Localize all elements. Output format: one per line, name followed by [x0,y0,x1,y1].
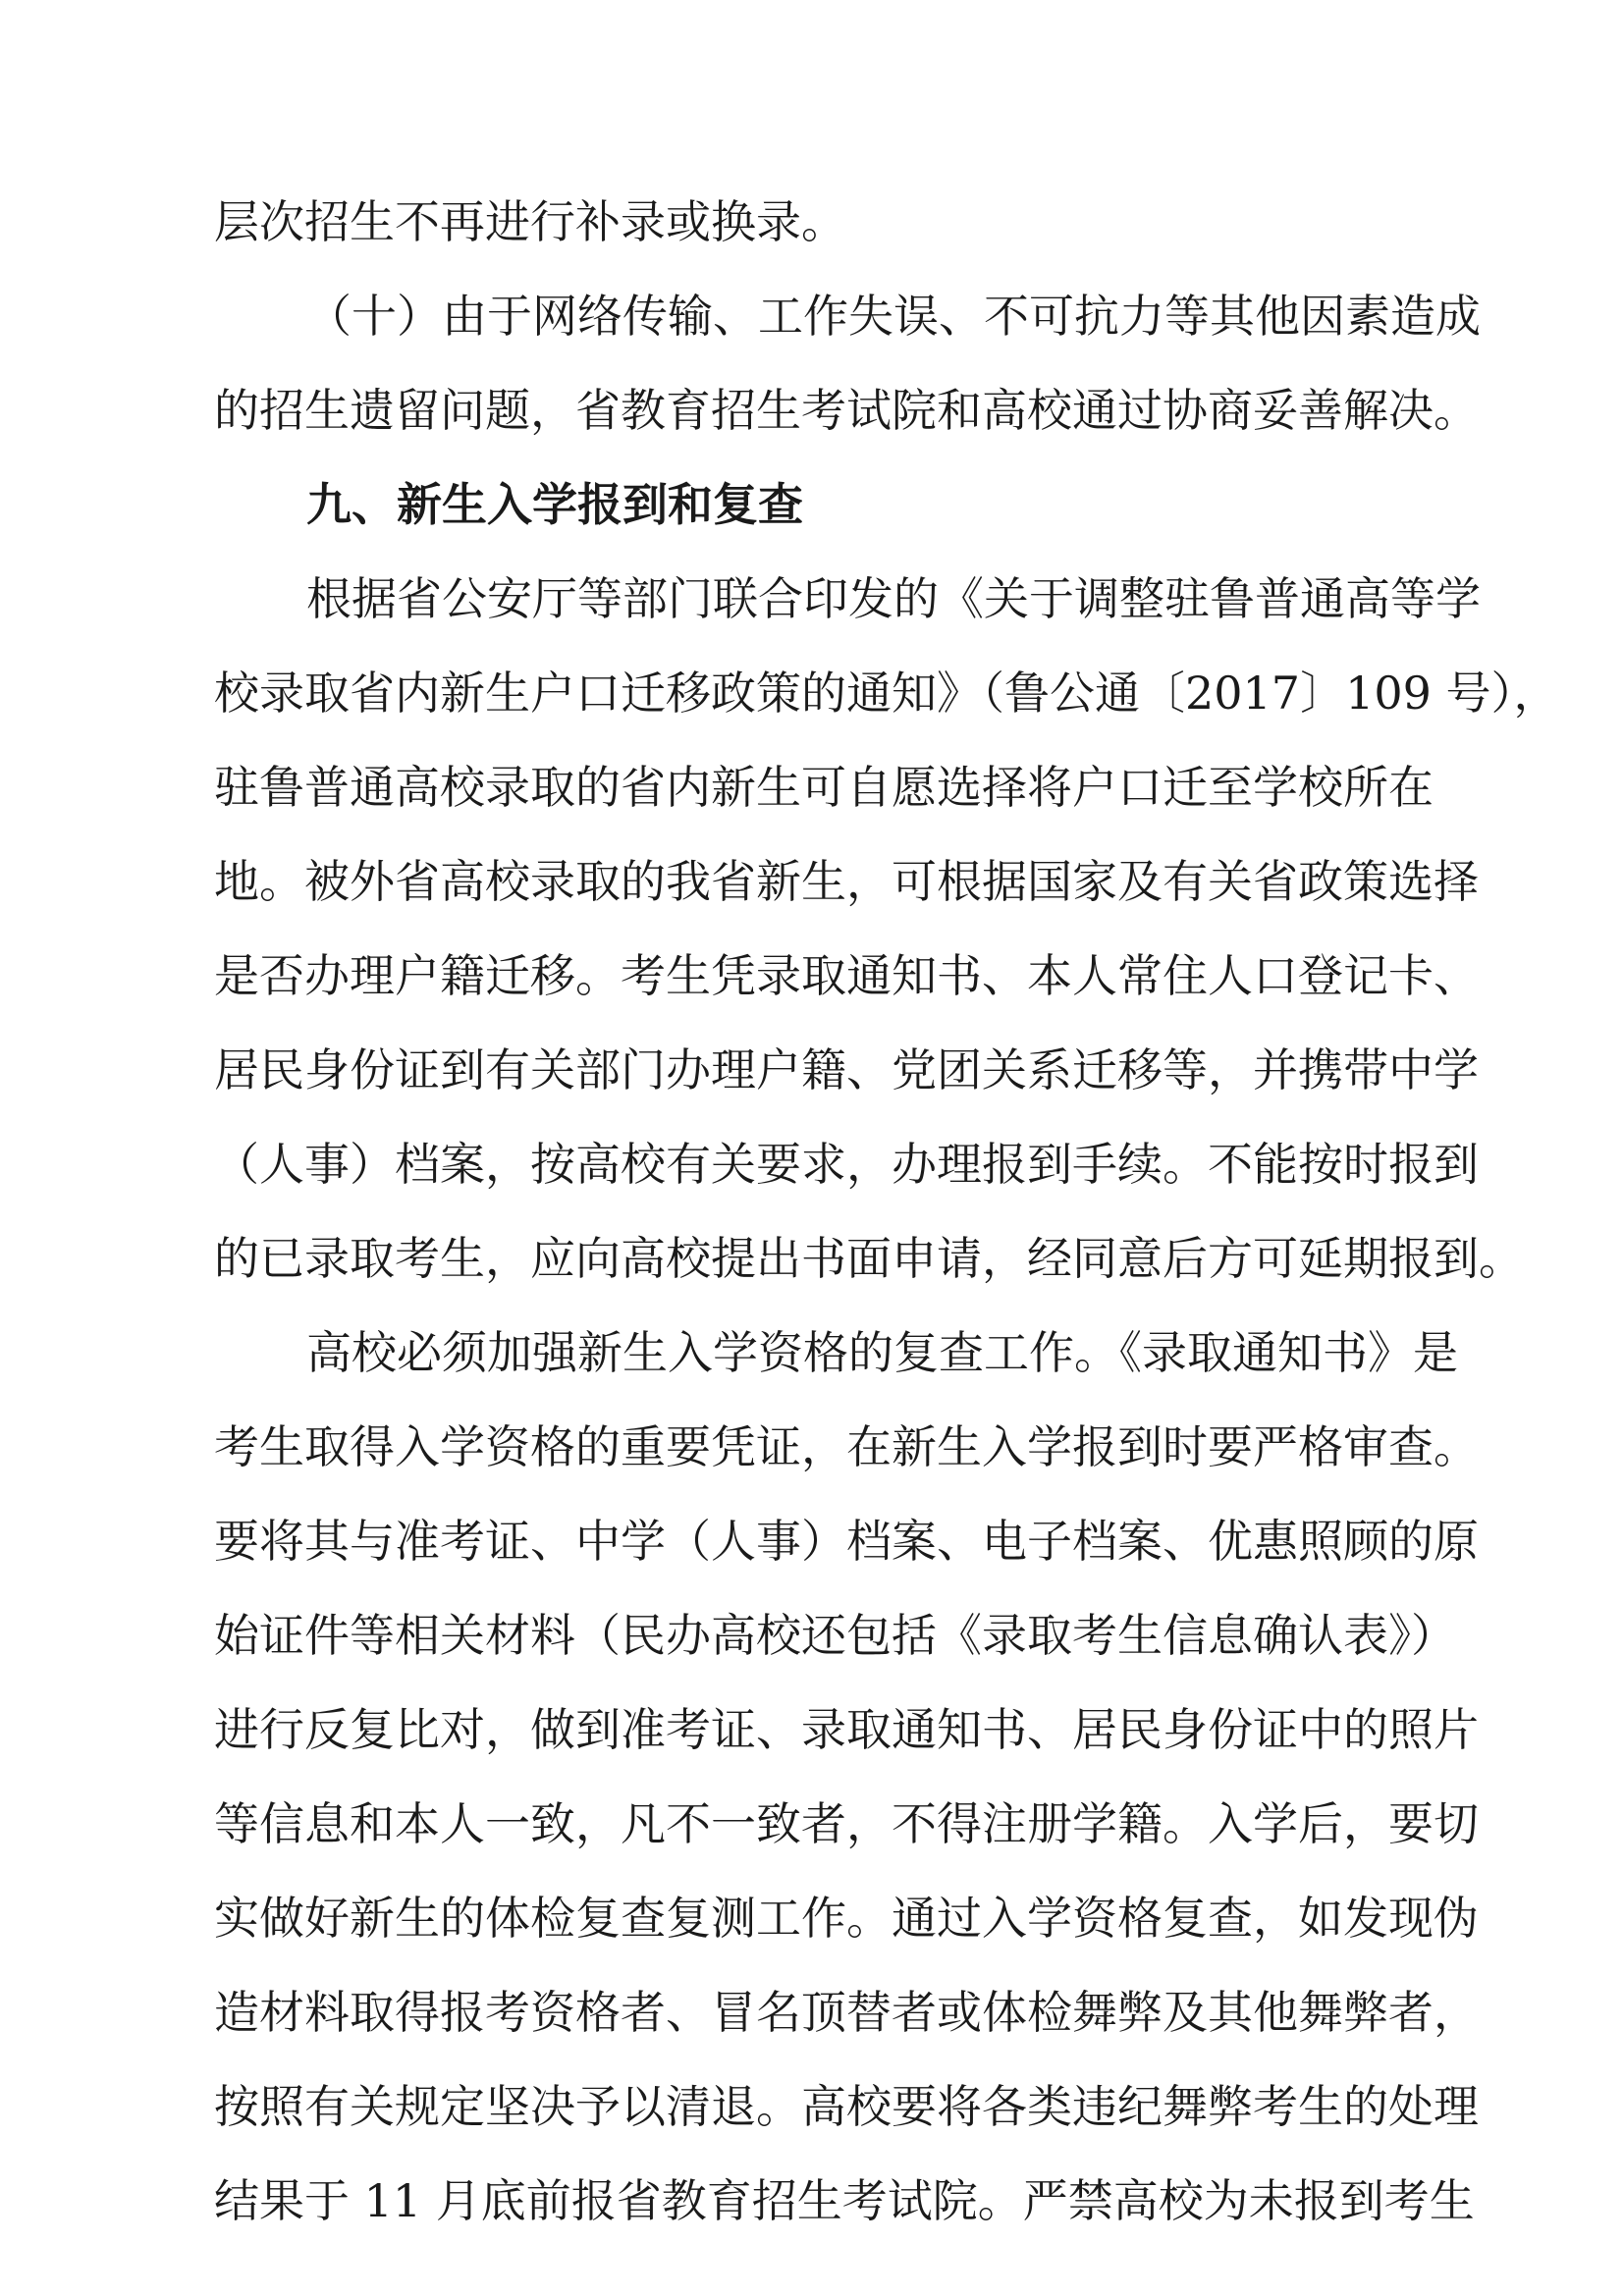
paragraph-line: 等信息和本人一致，凡不一致者，不得注册学籍。入学后，要切 [214,1797,1479,1850]
paragraph-line: 的已录取考生，应向高校提出书面申请，经同意后方可延期报到。 [214,1232,1524,1285]
paragraph-line: 根据省公安厅等部门联合印发的《关于调整驻鲁普通高等学 [306,572,1481,625]
paragraph-line: 高校必须加强新生入学资格的复查工作。《录取通知书》是 [306,1326,1458,1379]
paragraph-line: （十）由于网络传输、工作失误、不可抗力等其他因素造成 [306,290,1481,343]
paragraph-line: 要将其与准考证、中学（人事）档案、电子档案、优惠照顾的原 [214,1515,1479,1568]
paragraph-line: 居民身份证到有关部门办理户籍、党团关系迁移等，并携带中学 [214,1043,1479,1096]
paragraph-line: 地。被外省高校录取的我省新生，可根据国家及有关省政策选择 [214,855,1479,908]
paragraph-line: 的招生遗留问题，省教育招生考试院和高校通过协商妥善解决。 [214,384,1479,437]
paragraph-line: （人事）档案，按高校有关要求，办理报到手续。不能按时报到 [214,1138,1479,1191]
paragraph-line: 是否办理户籍迁移。考生凭录取通知书、本人常住人口登记卡、 [214,949,1479,1002]
paragraph-line: 按照有关规定坚决予以清退。高校要将各类违纪舞弊考生的处理 [214,2080,1479,2133]
paragraph-line: 层次招生不再进行补录或换录。 [214,195,846,248]
paragraph-line: 校录取省内新生户口迁移政策的通知》（鲁公通〔2017〕109 号）， [214,667,1559,720]
paragraph-line: 造材料取得报考资格者、冒名顶替者或体检舞弊及其他舞弊者， [214,1986,1479,2039]
paragraph-line: 实做好新生的体检复查复测工作。通过入学资格复查，如发现伪 [214,1892,1479,1945]
paragraph-line: 考生取得入学资格的重要凭证，在新生入学报到时要严格审查。 [214,1420,1479,1473]
paragraph-line: 驻鲁普通高校录取的省内新生可自愿选择将户口迁至学校所在 [214,761,1434,814]
section-heading: 九、新生入学报到和复查 [306,478,803,531]
paragraph-line: 结果于 11 月底前报省教育招生考试院。严禁高校为未报到考生 [214,2174,1475,2227]
paragraph-line: 始证件等相关材料（民办高校还包括《录取考生信息确认表》） [214,1609,1456,1662]
paragraph-line: 进行反复比对，做到准考证、录取通知书、居民身份证中的照片 [214,1703,1479,1756]
